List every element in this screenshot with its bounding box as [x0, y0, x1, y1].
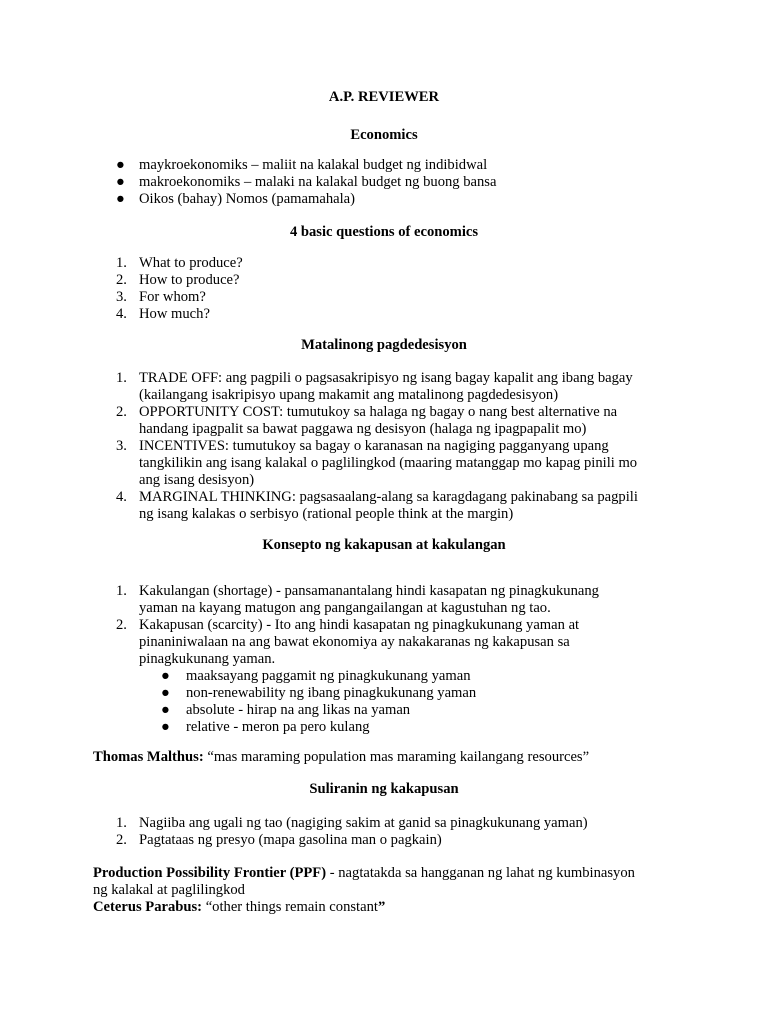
list-item-text: Kakapusan (scarcity) - Ito ang hindi kasapatan ng pinagkukunang yaman at: [139, 617, 580, 633]
list-item-text: Nagiiba ang ugali ng tao (nagiging sakim at ganid sa pinagkukunang yaman): [139, 815, 588, 831]
list-item-continuation: pinaniniwalaan na ang bawat ekonomiya ay nakakaranas ng kakapusan sa: [139, 634, 570, 650]
sub-list-item: ● maaksayang paggamit ng pinagkukunang yaman: [161, 668, 471, 684]
list-item-continuation: yaman na kayang matugon ang pangangailangan at kagustuhan ng tao.: [139, 600, 551, 616]
bullet-marker: ●: [161, 668, 170, 684]
section-heading-economics: Economics: [350, 127, 418, 143]
ppf-label: Production Possibility Frontier (PPF): [93, 865, 327, 881]
list-item-text: maykroekonomiks – maliit na kalakal budget ng indibidwal: [139, 157, 488, 173]
list-item: 4. How much?: [116, 306, 210, 322]
section-heading-matalinong-pagdedesisyon: Matalinong pagdedesisyon: [301, 337, 467, 353]
ceterus-label: Ceterus Parabus:: [93, 899, 203, 915]
scarcity-shortage-list: [0, 583, 768, 736]
list-item: [0, 191, 768, 208]
malthus-quote: [93, 749, 683, 766]
ceterus-parabus-definition: Ceterus Parabus: “other things remain constant”: [93, 899, 386, 915]
bullet-marker: ●: [116, 191, 125, 207]
malthus-quote-text: “mas maraming population mas maraming kailangang resources”: [203, 749, 590, 765]
document-title: A.P. REVIEWER: [328, 89, 440, 105]
sub-list-item: ● absolute - hirap na ang likas na yaman: [161, 702, 411, 718]
list-item-text: Kakulangan (shortage) - pansamanantalang hindi kasapatan ng pinagkukunang: [139, 583, 599, 599]
economics-bullet-list: [0, 157, 768, 208]
list-item-text: makroekonomiks – malaki na kalakal budget ng buong bansa: [139, 174, 497, 190]
section-heading-suliranin: Suliranin ng kakapusan: [309, 781, 459, 797]
bullet-marker: ●: [161, 719, 170, 735]
list-item: 2. Kakapusan (scarcity) - Ito ang hindi kasapatan ng pinagkukunang yaman at: [116, 617, 580, 633]
list-item-text: For whom?: [139, 289, 206, 305]
list-item-continuation: pinagkukunang yaman.: [139, 651, 276, 667]
list-item-text: How much?: [139, 306, 210, 322]
list-item: 2. How to produce?: [116, 272, 240, 288]
list-item-continuation: tangkilikin ang isang kalakal o paglilingkod (maaring matanggap mo kapag pinili mo: [139, 455, 638, 471]
list-item-continuation: ang isang desisyon): [139, 472, 255, 488]
list-item: 4. MARGINAL THINKING: pagsasaalang-alang sa karagdagang pakinabang sa pagpili: [116, 489, 638, 505]
list-item-text: MARGINAL THINKING: pagsasaalang-alang sa karagdagang pakinabang sa pagpili: [139, 489, 638, 505]
list-item-text: INCENTIVES: tumutukoy sa bagay o karanasan na nagiging pagganyang upang: [139, 438, 609, 454]
list-item-text: Pagtataas ng presyo (mapa gasolina man o pagkain): [139, 832, 442, 848]
list-item-text: Oikos (bahay) Nomos (pamamahala): [139, 191, 355, 207]
list-item-continuation: ng isang kalakas o serbisyo (rational people think at the margin): [139, 506, 514, 522]
sub-list-item: ● relative - meron pa pero kulang: [161, 719, 370, 735]
list-item: 1. Kakulangan (shortage) - pansamanantalang hindi kasapatan ng pinagkukunang: [116, 583, 599, 599]
bullet-marker: ●: [161, 702, 170, 718]
section-heading-basic-questions: 4 basic questions of economics: [289, 224, 479, 240]
list-item: 1. Nagiiba ang ugali ng tao (nagiging sakim at ganid sa pinagkukunang yaman): [116, 815, 588, 831]
list-item-continuation: handang ipagpalit sa bawat paggawa ng desisyon (halaga ng ipagpapalit mo): [139, 421, 587, 437]
decision-concepts-list: [0, 370, 768, 523]
sub-list-item: ● non-renewability ng ibang pinagkukunang yaman: [161, 685, 477, 701]
ppf-definition: Production Possibility Frontier (PPF) - nagtatakda sa hangganan ng lahat ng kumbinasyon ng kalakal at paglilingkod: [93, 865, 635, 898]
list-item: 3. For whom?: [116, 289, 206, 305]
list-item-text: What to produce?: [139, 255, 243, 271]
basic-questions-list: [0, 255, 768, 323]
bullet-marker: ●: [116, 174, 125, 190]
list-item: 1. TRADE OFF: ang pagpili o pagsasakripisyo ng isang bagay kapalit ang ibang bagay: [116, 370, 633, 386]
list-item-text: How to produce?: [139, 272, 240, 288]
list-item: 2. Pagtataas ng presyo (mapa gasolina man o pagkain): [116, 832, 442, 848]
list-item-text: OPPORTUNITY COST: tumutukoy sa halaga ng bagay o nang best alternative na: [139, 404, 618, 420]
list-item: 1. What to produce?: [116, 255, 243, 271]
list-item: 2. OPPORTUNITY COST: tumutukoy sa halaga ng bagay o nang best alternative na: [116, 404, 618, 420]
list-item: [0, 157, 768, 174]
problems-list: [0, 815, 768, 849]
list-item: [0, 174, 768, 191]
section-heading-konsepto: Konsepto ng kakapusan at kakulangan: [262, 537, 506, 553]
list-item: 3. INCENTIVES: tumutukoy sa bagay o karanasan na nagiging pagganyang upang: [116, 438, 609, 454]
malthus-label: Thomas Malthus:: [93, 749, 204, 765]
bullet-marker: ●: [161, 685, 170, 701]
bullet-marker: ●: [116, 157, 125, 173]
list-item-continuation: (kailangang isakripisyo upang makamit ang matalinong pagdedesisyon): [139, 387, 559, 403]
list-item-text: TRADE OFF: ang pagpili o pagsasakripisyo ng isang bagay kapalit ang ibang bagay: [139, 370, 633, 386]
